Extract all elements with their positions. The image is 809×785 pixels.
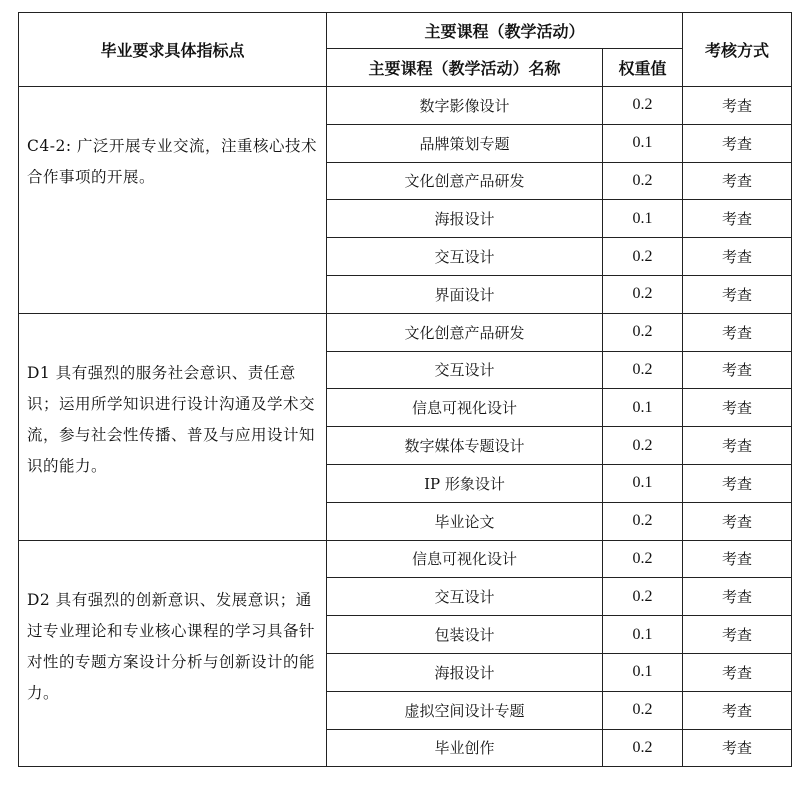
assessment-cell: 考查	[683, 653, 792, 691]
header-main-courses: 主要课程（教学活动）	[327, 13, 683, 49]
course-name-cell: 信息可视化设计	[327, 540, 603, 578]
course-name-cell: 包装设计	[327, 616, 603, 654]
indicator-cell: D2 具有强烈的创新意识、发展意识；通过专业理论和专业核心课程的学习具备针对性的专题方案设计分析与创新设计的能力。	[19, 540, 327, 767]
course-name-cell: 数字媒体专题设计	[327, 427, 603, 465]
course-name-cell: 海报设计	[327, 653, 603, 691]
course-name-cell: IP 形象设计	[327, 464, 603, 502]
weight-cell: 0.2	[603, 275, 683, 313]
curriculum-table	[18, 12, 792, 767]
assessment-cell: 考查	[683, 389, 792, 427]
course-name-cell: 品牌策划专题	[327, 124, 603, 162]
assessment-cell: 考查	[683, 578, 792, 616]
table-row	[19, 313, 792, 351]
header-assessment: 考核方式	[683, 13, 792, 87]
assessment-cell: 考查	[683, 238, 792, 276]
course-name-cell: 信息可视化设计	[327, 389, 603, 427]
weight-cell: 0.2	[603, 162, 683, 200]
course-name-cell: 虚拟空间设计专题	[327, 691, 603, 729]
course-name-cell: 数字影像设计	[327, 87, 603, 125]
assessment-cell: 考查	[683, 87, 792, 125]
course-name-cell: 文化创意产品研发	[327, 162, 603, 200]
weight-cell: 0.2	[603, 87, 683, 125]
header-weight: 权重值	[603, 49, 683, 87]
table-header	[19, 13, 792, 87]
weight-cell: 0.2	[603, 729, 683, 767]
assessment-cell: 考查	[683, 124, 792, 162]
assessment-cell: 考查	[683, 275, 792, 313]
course-name-cell: 文化创意产品研发	[327, 313, 603, 351]
assessment-cell: 考查	[683, 351, 792, 389]
weight-cell: 0.1	[603, 389, 683, 427]
indicator-cell: D1 具有强烈的服务社会意识、责任意识；运用所学知识进行设计沟通及学术交流，参与社会性传播、普及与应用设计知识的能力。	[19, 313, 327, 540]
weight-cell: 0.1	[603, 124, 683, 162]
weight-cell: 0.2	[603, 502, 683, 540]
assessment-cell: 考查	[683, 616, 792, 654]
weight-cell: 0.2	[603, 691, 683, 729]
course-name-cell: 交互设计	[327, 578, 603, 616]
course-name-cell: 交互设计	[327, 351, 603, 389]
course-name-cell: 交互设计	[327, 238, 603, 276]
assessment-cell: 考查	[683, 464, 792, 502]
assessment-cell: 考查	[683, 540, 792, 578]
course-name-cell: 毕业论文	[327, 502, 603, 540]
course-name-cell: 界面设计	[327, 275, 603, 313]
weight-cell: 0.2	[603, 427, 683, 465]
table-row	[19, 87, 792, 125]
weight-cell: 0.2	[603, 238, 683, 276]
weight-cell: 0.1	[603, 653, 683, 691]
weight-cell: 0.2	[603, 540, 683, 578]
header-indicator: 毕业要求具体指标点	[19, 13, 327, 87]
weight-cell: 0.2	[603, 351, 683, 389]
table-body	[19, 87, 792, 767]
header-course-name: 主要课程（教学活动）名称	[327, 49, 603, 87]
weight-cell: 0.2	[603, 578, 683, 616]
assessment-cell: 考查	[683, 313, 792, 351]
assessment-cell: 考查	[683, 162, 792, 200]
assessment-cell: 考查	[683, 729, 792, 767]
course-name-cell: 海报设计	[327, 200, 603, 238]
weight-cell: 0.1	[603, 616, 683, 654]
table-row	[19, 540, 792, 578]
course-name-cell: 毕业创作	[327, 729, 603, 767]
weight-cell: 0.2	[603, 313, 683, 351]
assessment-cell: 考查	[683, 427, 792, 465]
assessment-cell: 考查	[683, 200, 792, 238]
assessment-cell: 考查	[683, 691, 792, 729]
assessment-cell: 考查	[683, 502, 792, 540]
weight-cell: 0.1	[603, 464, 683, 502]
indicator-cell: C4-2: 广泛开展专业交流，注重核心技术合作事项的开展。	[19, 87, 327, 314]
weight-cell: 0.1	[603, 200, 683, 238]
